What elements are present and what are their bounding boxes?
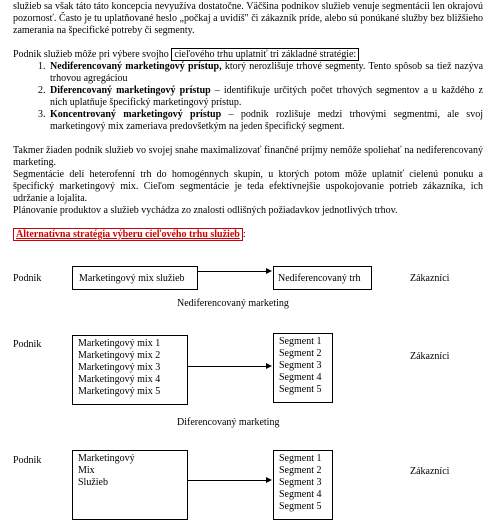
strategy-item-1 (48, 61, 483, 85)
podnik-label: Podnik (13, 455, 42, 466)
segment-item: Segment 3 (279, 477, 322, 488)
mix-item: Marketingový mix 3 (78, 362, 161, 373)
mix-item: Marketingový mix 1 (78, 338, 161, 349)
strategy-item-2 (48, 85, 483, 109)
segment-item: Segment 2 (279, 465, 322, 476)
mix-item: Marketingový mix 5 (78, 386, 161, 397)
arrow-line (188, 366, 266, 367)
segment-item: Segment 5 (279, 501, 322, 512)
caption-differentiated: Diferencovaný marketing (177, 417, 280, 428)
alt-colon: : (242, 229, 246, 240)
segment-item: Segment 3 (279, 360, 322, 371)
podnik-label: Podnik (13, 339, 42, 350)
strategy-title: Nediferencovaný marketingový prístup, (50, 61, 222, 72)
closing-paragraph-3: Plánovanie produktov a služieb vychádza zo znalosti odlišných požiadavkov jednotlivých trhov. (13, 205, 398, 216)
strategy-title: Diferencovaný marketingový prístup (50, 85, 211, 96)
mix-item: Marketingový mix 2 (78, 350, 161, 361)
mix-label: Marketingový mix služieb (79, 273, 185, 284)
zakaznici-label: Zákazníci (410, 273, 450, 284)
segment-item: Segment 1 (279, 453, 322, 464)
strategy-text: – identifikuje určitých počet trhových segmentov a u každého z nich uplatňuje špecifický marketingový prístup. (50, 85, 483, 108)
mix-line: Mix (78, 465, 95, 476)
segment-item: Segment 1 (279, 336, 322, 347)
alt-heading (13, 229, 483, 241)
segment-item: Segment 4 (279, 372, 322, 383)
target-label: Nediferencovaný trh (278, 273, 361, 284)
strategy-intro-boxed: cieľového trhu uplatniť tri základné stratégie: (171, 48, 359, 61)
mix-box (72, 266, 198, 290)
segment-box (273, 333, 333, 403)
intro-paragraph: služieb sa však táto táto koncepcia nevyužíva dostatočne. Väčšina podnikov služieb venuje segmentácii len okrajovú pozornosť. Často je tu uplatňované heslo „počkaj a uvidíš" či zákazník príde, alebo sú ponúkané služby bez bližšieho zamerania na špecifické potreby či segmenty. (13, 1, 483, 36)
mix-line: Marketingový (78, 453, 135, 464)
zakaznici-label: Zákazníci (410, 351, 450, 362)
podnik-label: Podnik (13, 273, 42, 284)
target-box (273, 266, 372, 290)
mix-item: Marketingový mix 4 (78, 374, 161, 385)
arrow-head-icon (266, 268, 272, 274)
closing-paragraph-1: Takmer žiaden podnik služieb vo svojej snahe maximalizovať finančné príjmy nemôže spoliehať na nediferencovaný marketing. (13, 145, 483, 168)
alt-title: Alternatívna stratégia výberu cieľového trhu služieb (13, 228, 243, 241)
closing-paragraph-2: Segmentácie delí heterofenní trh do homogénnych skupín, u ktorých potom môže uplatniť cielenú ponuku a špecifický marketingový mix. Cieľom segmentácie je teda efektívnejšie uspokojovanie potrieb zákazníka, ich udržanie a lojalita. (13, 169, 483, 204)
document-page (13, 0, 483, 241)
segment-box (273, 450, 333, 520)
segment-item: Segment 5 (279, 384, 322, 395)
arrow-head-icon (266, 363, 272, 369)
arrow-line (188, 480, 266, 481)
arrow-line (198, 271, 266, 272)
strategy-title: Koncentrovaný marketingový prístup (50, 109, 222, 120)
segment-item: Segment 2 (279, 348, 322, 359)
strategy-text: ktorý nerozlišuje trhové segmenty. Tento spôsob sa tiež nazýva trhovou agregáciou (50, 61, 484, 84)
zakaznici-label: Zákazníci (410, 466, 450, 477)
strategy-item-3 (48, 109, 483, 133)
mix-line: Služieb (78, 477, 108, 488)
caption-undifferentiated: Nediferencovaný marketing (177, 298, 289, 309)
mix-box (72, 335, 188, 405)
strategy-text: – podnik rozlišuje medzi trhovými segmentmi, ale svoj marketingový mix zameriava predovšetkým na jeden špecifický segment. (50, 109, 483, 132)
strategy-intro (13, 49, 483, 61)
arrow-head-icon (266, 477, 272, 483)
strategy-intro-text: Podnik služieb môže pri výbere svojho (13, 49, 172, 60)
strategy-list (13, 61, 483, 133)
mix-box (72, 450, 188, 520)
segment-item: Segment 4 (279, 489, 322, 500)
